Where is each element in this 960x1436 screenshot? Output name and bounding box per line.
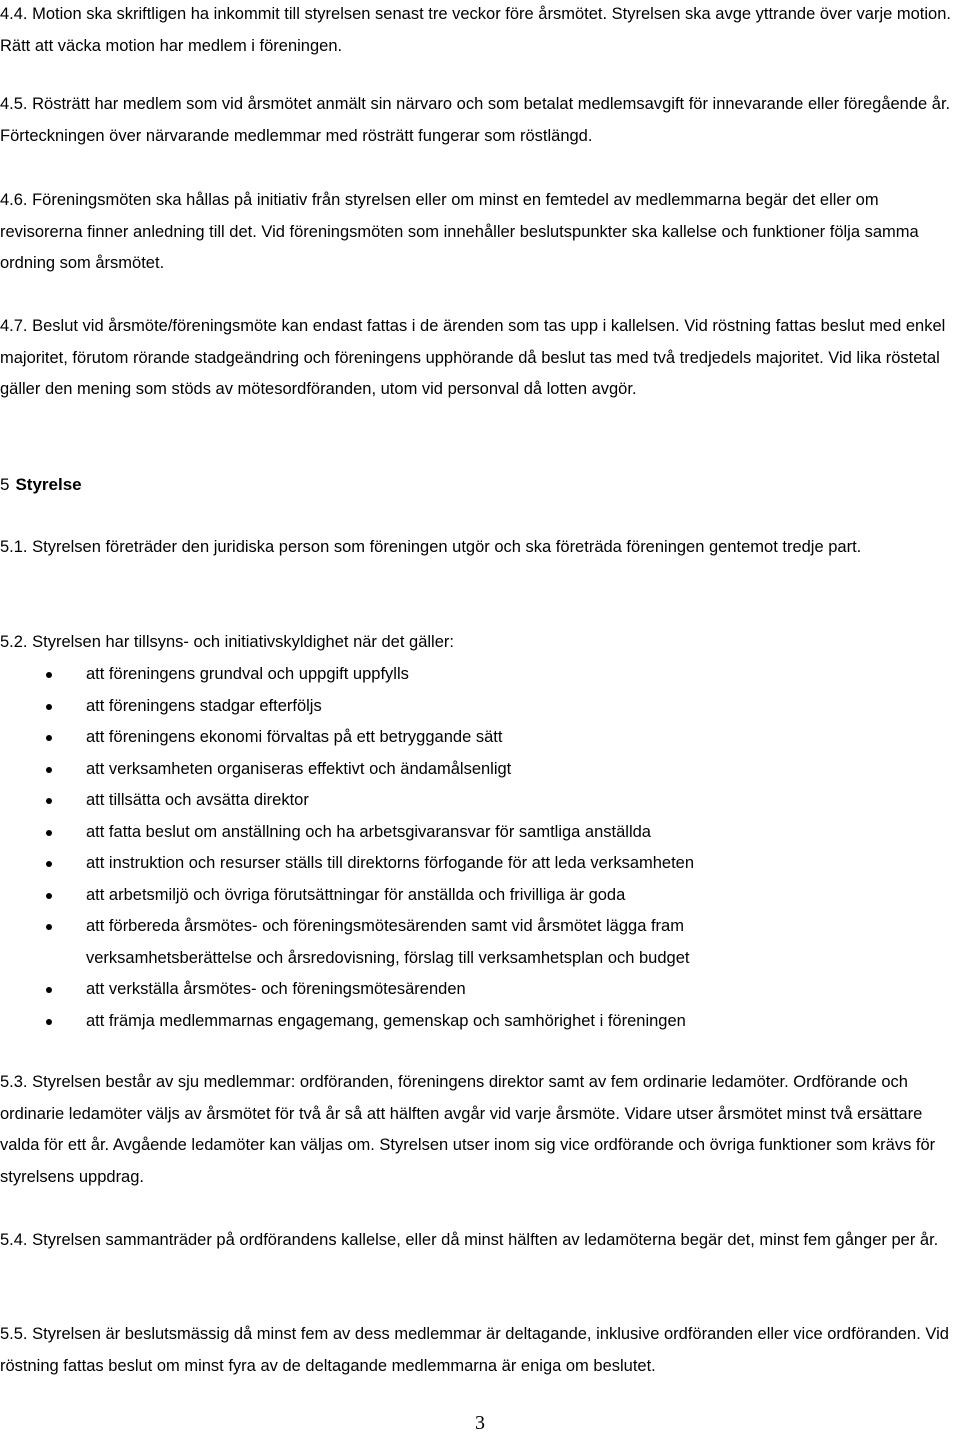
- paragraph-4-7: 4.7. Beslut vid årsmöte/föreningsmöte kan endast fattas i de ärenden som tas upp i kallelsen. Vid röstning fattas beslut med enkel majoritet, förutom rörande stadgeändring och föreningens upphörande då beslut tas med två tredjedels majoritet. Vid lika röstetal gäller den mening som stöds av mötesordföranden, utom vid personval då lotten avgör.: [0, 317, 946, 398]
- bullet-icon: [46, 735, 52, 741]
- paragraph-5-4: 5.4. Styrelsen sammanträder på ordförandens kallelse, eller då minst hälften av ledamöterna begär det, minst fem gånger per år.: [0, 1231, 939, 1249]
- bullet-icon: [46, 767, 52, 773]
- paragraph-4-6: 4.6. Föreningsmöten ska hållas på initiativ från styrelsen eller om minst en femtedel av medlemmarna begär det eller om revisorerna finner anledning till det. Vid föreningsmöten som innehåller beslutspunkter ska kallelse och funktioner följa samma ordning som årsmötet.: [0, 191, 919, 272]
- bullet-icon: [46, 704, 52, 710]
- bullet-icon: [46, 861, 52, 867]
- paragraph-4-4: 4.4. Motion ska skriftligen ha inkommit till styrelsen senast tre veckor före årsmötet. Styrelsen ska avge yttrande över varje motion. Rätt att väcka motion har medlem i föreningen.: [0, 5, 951, 55]
- list-item: att fatta beslut om anställning och ha arbetsgivaransvar för samtliga anställda: [0, 817, 806, 849]
- list-item: att verksamheten organiseras effektivt och ändamålsenligt: [0, 754, 806, 786]
- list-item: att främja medlemmarnas engagemang, gemenskap och samhörighet i föreningen: [0, 1006, 806, 1038]
- page-number: 3: [475, 1412, 485, 1434]
- responsibility-list: [0, 659, 955, 1037]
- paragraph-5-2: 5.2. Styrelsen har tillsyns- och initiativskyldighet när det gäller:: [0, 633, 454, 651]
- list-item: att förbereda årsmötes- och föreningsmötesärenden samt vid årsmötet lägga fram verksamhetsberättelse och årsredovisning, förslag till verksamhetsplan och budget: [0, 911, 806, 974]
- section-title: Styrelse: [15, 475, 82, 494]
- bullet-icon: [46, 798, 52, 804]
- paragraph-4-5: 4.5. Rösträtt har medlem som vid årsmötet anmält sin närvaro och som betalat medlemsavgift för innevarande eller föregående år. Förteckningen över närvarande medlemmar med rösträtt fungerar som röstlängd.: [0, 95, 951, 145]
- bullet-icon: [46, 924, 52, 930]
- list-item: att föreningens stadgar efterföljs: [0, 691, 806, 723]
- list-item: att instruktion och resurser ställs till direktorns förfogande för att leda verksamheten: [0, 848, 806, 880]
- paragraph-5-5: 5.5. Styrelsen är beslutsmässig då minst fem av dess medlemmar är deltagande, inklusive ordföranden eller vice ordföranden. Vid röstning fattas beslut om minst fyra av de deltagande medlemmarna är eniga om beslutet.: [0, 1325, 949, 1375]
- section-5-heading: [0, 469, 82, 500]
- list-item: att föreningens ekonomi förvaltas på ett betryggande sätt: [0, 722, 806, 754]
- list-item: att tillsätta och avsätta direktor: [0, 785, 806, 817]
- bullet-icon: [46, 672, 52, 678]
- list-item: att arbetsmiljö och övriga förutsättningar för anställda och frivilliga är goda: [0, 880, 806, 912]
- bullet-icon: [46, 830, 52, 836]
- paragraph-5-1: 5.1. Styrelsen företräder den juridiska person som föreningen utgör och ska företräda föreningen gentemot tredje part.: [0, 538, 862, 556]
- list-item: att föreningens grundval och uppgift uppfylls: [0, 659, 806, 691]
- bullet-icon: [46, 1019, 52, 1025]
- bullet-icon: [46, 893, 52, 899]
- list-item: att verkställa årsmötes- och föreningsmötesärenden: [0, 974, 806, 1006]
- bullet-icon: [46, 987, 52, 993]
- section-number: 5: [0, 475, 10, 494]
- paragraph-5-3: 5.3. Styrelsen består av sju medlemmar: ordföranden, föreningens direktor samt av fem ordinarie ledamöter. Ordförande och ordinarie ledamöter väljs av årsmötet för två år så att hälften avgår vid varje årsmöte. Vidare utser årsmötet minst två ersättare valda för ett år. Avgående ledamöter kan väljas om. Styrelsen utser inom sig vice ordförande och övriga funktioner som krävs för styrelsens uppdrag.: [0, 1073, 936, 1186]
